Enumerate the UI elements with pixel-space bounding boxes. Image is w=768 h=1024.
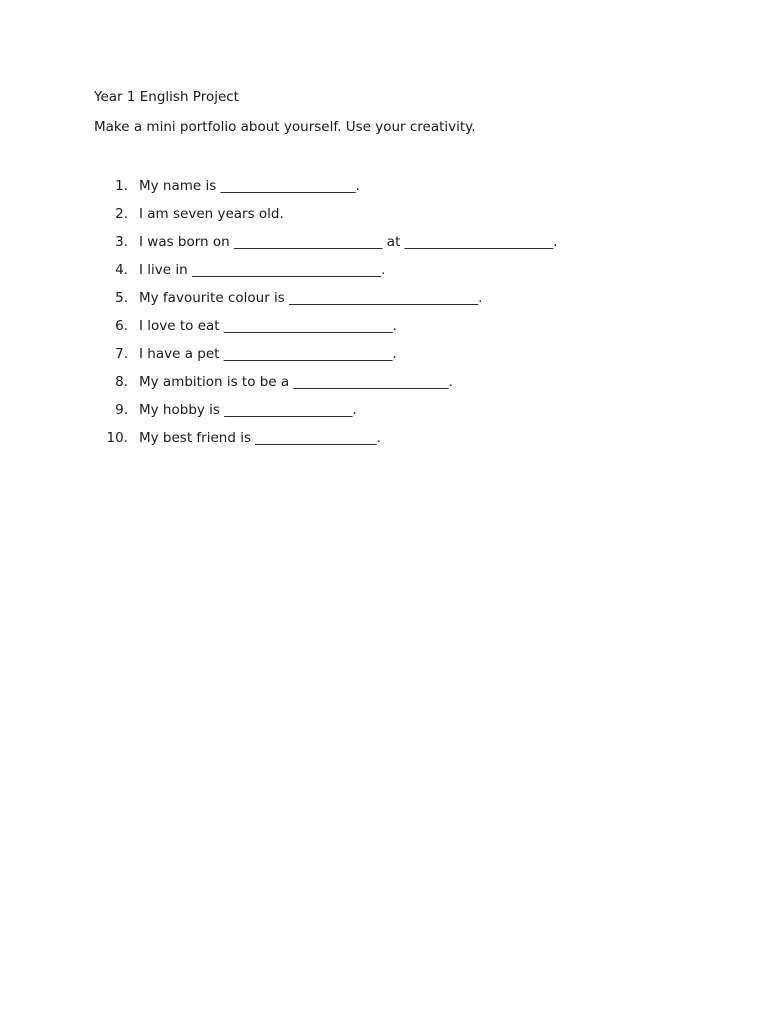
item-text: I was born on ______________________ at ______________________. bbox=[139, 234, 558, 250]
item-text: My hobby is ___________________. bbox=[139, 402, 357, 418]
item-number: 10. bbox=[106, 430, 128, 446]
item-number: 5. bbox=[115, 290, 128, 306]
item-text: I love to eat _________________________. bbox=[139, 318, 397, 334]
item-number: 9. bbox=[115, 402, 128, 418]
item-text: My best friend is __________________. bbox=[139, 430, 382, 446]
document-title: Year 1 English Project bbox=[94, 89, 239, 105]
item-text: My name is ____________________. bbox=[139, 178, 360, 194]
instruction-text: Make a mini portfolio about yourself. Use your creativity. bbox=[94, 119, 476, 135]
item-number: 1. bbox=[115, 178, 128, 194]
item-text: My ambition is to be a _______________________. bbox=[139, 374, 454, 390]
item-number: 3. bbox=[115, 234, 128, 250]
item-text: My favourite colour is ____________________________. bbox=[139, 290, 483, 306]
item-number: 4. bbox=[115, 262, 128, 278]
item-number: 2. bbox=[115, 206, 128, 222]
item-text: I have a pet _________________________. bbox=[139, 346, 397, 362]
item-text: I am seven years old. bbox=[139, 206, 284, 222]
item-text: I live in ____________________________. bbox=[139, 262, 386, 278]
item-number: 8. bbox=[115, 374, 128, 390]
item-number: 7. bbox=[115, 346, 128, 362]
item-number: 6. bbox=[115, 318, 128, 334]
